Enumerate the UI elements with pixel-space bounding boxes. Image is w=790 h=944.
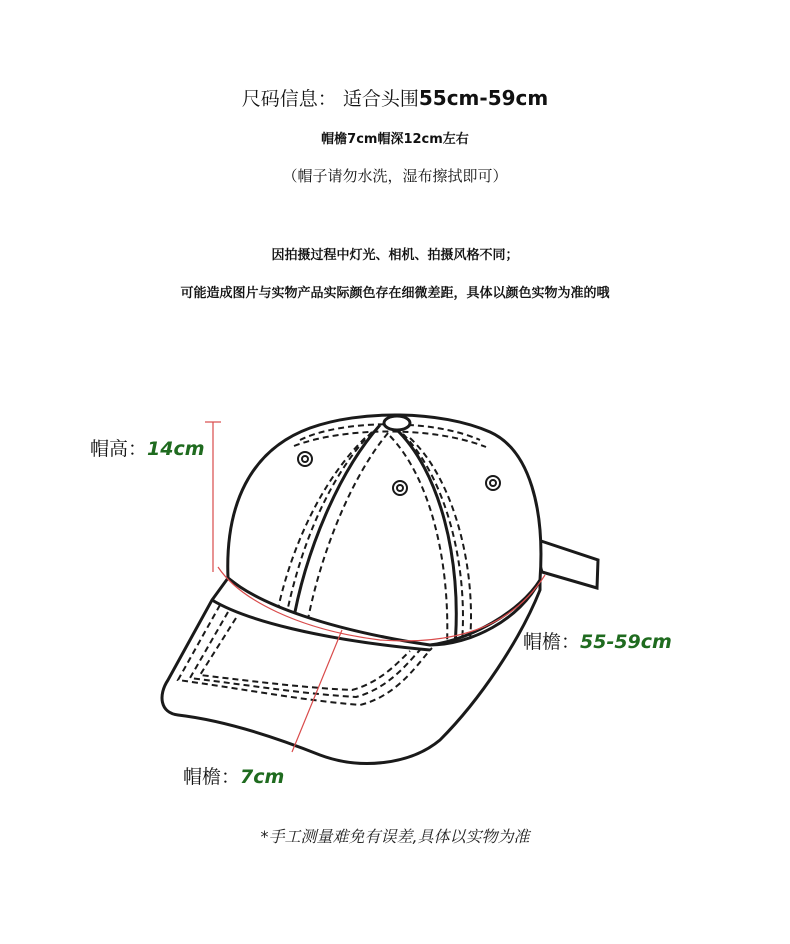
circumference-measure xyxy=(523,627,672,654)
size-label: 尺码信息： xyxy=(241,88,337,110)
height-measure xyxy=(90,434,205,461)
disclaimer-line-1: 因拍摄过程中灯光、相机、拍摄风格不同； xyxy=(271,248,519,263)
cap-button xyxy=(384,416,410,430)
circumference-value: 55-59cm xyxy=(580,631,672,653)
size-range: 55cm-59cm xyxy=(418,86,549,110)
brim-depth-line: 帽檐7cm帽深12cm左右 xyxy=(321,132,469,147)
brim-label: 帽檐： xyxy=(183,766,241,788)
circumference-label: 帽檐： xyxy=(523,631,581,653)
brim-value: 7cm xyxy=(240,766,285,788)
brim-measure xyxy=(183,762,284,789)
height-value: 14cm xyxy=(147,438,205,460)
height-label: 帽高： xyxy=(90,438,148,460)
disclaimer-line-2: 可能造成图片与实物产品实际颜色存在细微差距，具体以颜色实物为准的哦 xyxy=(180,286,610,301)
footnote: *手工测量难免有误差,具体以实物为准 xyxy=(260,827,530,846)
wash-note: （帽子请勿水洗，湿布擦拭即可） xyxy=(282,167,508,185)
size-fit: 适合头围 xyxy=(342,88,419,110)
